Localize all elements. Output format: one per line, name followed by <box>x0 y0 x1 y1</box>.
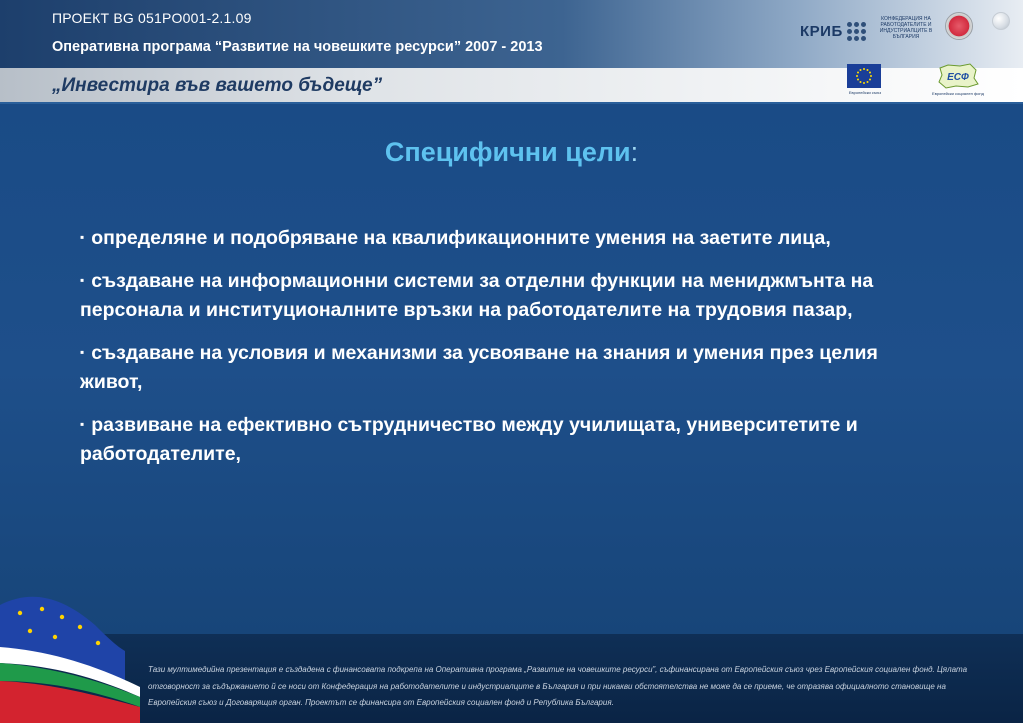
esf-logo-icon <box>934 62 982 90</box>
circle-icon <box>992 12 1010 30</box>
slide-title-colon: : <box>630 137 639 167</box>
eu-caption: Европейски съюз <box>848 90 882 95</box>
bullet-icon: ▪ <box>80 230 85 244</box>
list-item <box>80 266 940 325</box>
esf-caption: Европейски социален фонд <box>932 91 984 96</box>
krib-logo-text: КРИБ <box>800 22 843 40</box>
header-banner <box>0 0 1023 68</box>
slogan: „Инвестира във вашето бъдеще” <box>52 75 383 96</box>
project-code: ПРОЕКТ BG 051PO001-2.1.09 <box>52 10 252 26</box>
slide-title-text: Специфични цели <box>384 137 631 167</box>
eu-flag-icon <box>847 64 881 88</box>
objective-text: развиване на ефективно сътрудничество между училищата, университетите и работодателите, <box>80 414 858 465</box>
objective-text: определяне и подобряване на квалификационните умения на заетите лица, <box>91 227 831 249</box>
bullet-icon: ▪ <box>80 417 85 431</box>
objectives-list <box>80 223 940 482</box>
footer-disclaimer: Тази мултимедийна презентация е създадена с финансовата подкрепа на Оперативна програма „Развитие на човешките ресурси”, съфинансирана от Европейския съюз чрез Европейския социален фонд. Цялата отговорност за съдържанието й се носи от Конфедерация на работодателите и индустриалците в България и при никакви обстоятелства не може да се приеме, че отразява официалното становище на Европейския съюз и Договарящия орган. Проектът се финансира от Европейския социален фонд и Република България. <box>148 665 968 707</box>
esf-logo-text: ЕСФ <box>947 72 969 83</box>
krib-logo <box>800 14 866 48</box>
bullet-icon: ▪ <box>80 345 85 359</box>
confederation-text: КОНФЕДЕРАЦИЯ НА РАБОТОДАТЕЛИТЕ И ИНДУСТРИАЛЦИТЕ В БЪЛГАРИЯ <box>879 16 933 40</box>
list-item <box>80 338 940 397</box>
slide-title <box>0 137 1023 168</box>
bullet-icon: ▪ <box>80 273 85 287</box>
list-item <box>80 410 940 469</box>
krib-dots-icon <box>847 22 866 41</box>
ministry-emblem-icon <box>945 12 973 40</box>
objective-text: създаване на информационни системи за отделни функции на мениджмънта на персонала и институционалните връзки на работодателите на трудовия пазар, <box>80 270 874 321</box>
flags-icon <box>0 585 150 723</box>
list-item <box>80 223 940 253</box>
objective-text: създаване на условия и механизми за усвояване на знания и умения през целия живот, <box>80 342 878 393</box>
program-title: Оперативна програма “Развитие на човешките ресурси” 2007 - 2013 <box>52 39 543 55</box>
